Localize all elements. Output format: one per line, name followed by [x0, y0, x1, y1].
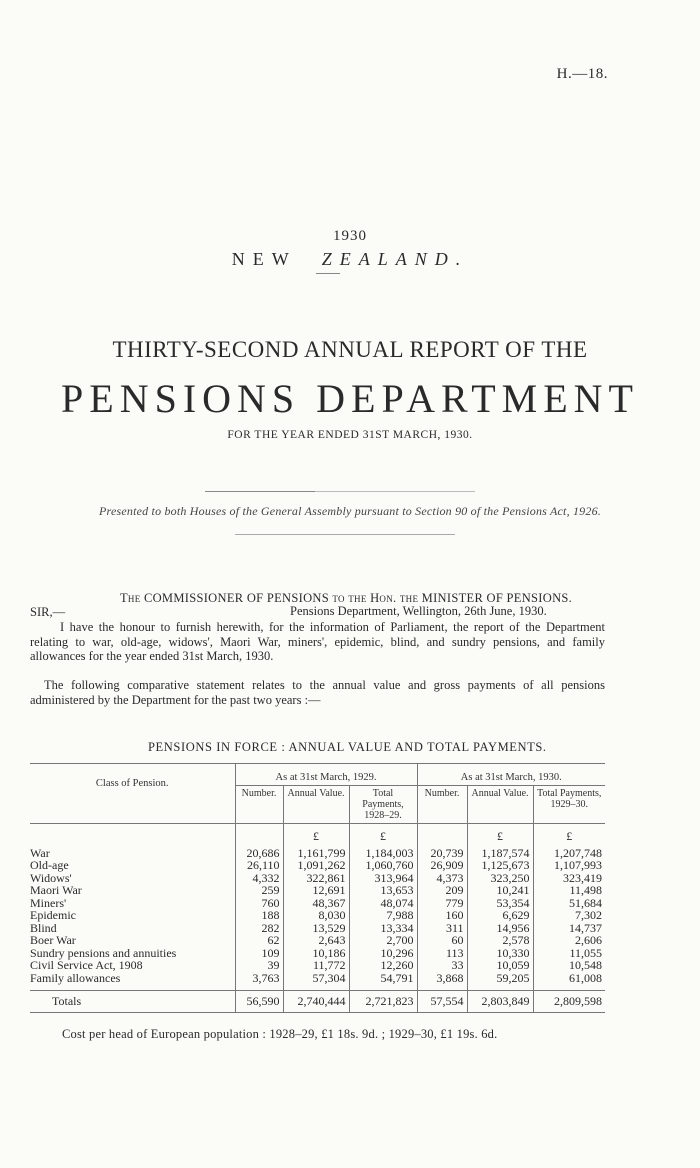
number-1929: 760 — [235, 897, 283, 910]
number-1929: 282 — [235, 922, 283, 935]
pension-class: Civil Service Act, 1908 — [30, 958, 143, 972]
total-payments-1929: 1,060,760 — [349, 859, 417, 872]
col-total-1930: Total Payments, 1929–30. — [533, 786, 605, 824]
totals-row — [30, 991, 605, 1013]
currency-row — [30, 824, 605, 843]
pension-class: Widows' — [30, 870, 72, 885]
col-number-1929: Number. — [235, 786, 283, 824]
letter-paragraph-2: The following comparative statement relates to the annual value and gross payments of all pensions administered by the Department for the past two years :— — [30, 678, 605, 707]
annual-value-1929: 48,367 — [283, 897, 349, 910]
annual-value-1930: 323,250 — [467, 872, 533, 885]
pension-class: Maori War — [30, 883, 82, 897]
annual-value-1929: 57,304 — [283, 972, 349, 991]
annual-value-1929: 2,643 — [283, 934, 349, 947]
number-1930: 20,739 — [417, 843, 467, 860]
totals-annual-1930: 2,803,849 — [467, 991, 533, 1013]
total-payments-1930: 323,419 — [533, 872, 605, 885]
report-title: THIRTY-SECOND ANNUAL REPORT OF THE — [112, 337, 588, 362]
year-ended: FOR THE YEAR ENDED 31ST MARCH, 1930. — [227, 429, 473, 441]
table-row — [30, 843, 605, 860]
report-year: 1930 — [333, 228, 367, 244]
total-payments-1930: 2,606 — [533, 934, 605, 947]
col-total-1929: Total Payments, 1928–29. — [349, 786, 417, 824]
col-number-1930: Number. — [417, 786, 467, 824]
totals-number-1930: 57,554 — [417, 991, 467, 1013]
totals-total-1929: 2,721,823 — [349, 991, 417, 1013]
number-1930: 113 — [417, 947, 467, 960]
total-payments-1930: 14,737 — [533, 922, 605, 935]
divider — [205, 491, 315, 492]
total-payments-1929: 12,260 — [349, 959, 417, 972]
pensions-table — [30, 763, 605, 1013]
annual-value-1929: 322,861 — [283, 872, 349, 885]
number-1930: 209 — [417, 884, 467, 897]
col-annual-1929: Annual Value. — [283, 786, 349, 824]
table-row — [30, 972, 605, 991]
number-1930: 160 — [417, 909, 467, 922]
annual-value-1930: 6,629 — [467, 909, 533, 922]
letter-paragraph-1: I have the honour to furnish herewith, for the information of Parliament, the report of the Department relating to war, old-age, widows', Maori War, miners', epidemic, blind, and sundry pensions, and family allowances for the year ended 31st March, 1930. — [30, 620, 605, 663]
pension-class: Sundry pensions and annuities — [30, 945, 177, 960]
table-row — [30, 909, 605, 922]
country-word-new: NEW — [231, 249, 297, 269]
total-payments-1929: 7,988 — [349, 909, 417, 922]
annual-value-1929: 10,186 — [283, 947, 349, 960]
number-1930: 4,373 — [417, 872, 467, 885]
number-1930: 60 — [417, 934, 467, 947]
salutation: SIR,— — [30, 605, 66, 619]
annual-value-1930: 2,578 — [467, 934, 533, 947]
number-1929: 188 — [235, 909, 283, 922]
currency-symbol: £ — [283, 824, 349, 843]
number-1929: 259 — [235, 884, 283, 897]
total-payments-1930: 10,548 — [533, 959, 605, 972]
addressee-line: The COMMISSIONER OF PENSIONS to the Hon. the MINISTER OF PENSIONS. — [120, 591, 573, 605]
annual-value-1930: 1,125,673 — [467, 859, 533, 872]
group-header-1930: As at 31st March, 1930. — [417, 764, 605, 786]
divider — [316, 273, 340, 274]
annual-value-1930: 1,187,574 — [467, 843, 533, 860]
total-payments-1929: 13,653 — [349, 884, 417, 897]
currency-symbol: £ — [533, 824, 605, 843]
total-payments-1929: 313,964 — [349, 872, 417, 885]
total-payments-1930: 61,008 — [533, 972, 605, 991]
country-heading — [0, 249, 700, 270]
table-row — [30, 859, 605, 872]
number-1930: 26,909 — [417, 859, 467, 872]
country-word-zealand: ZEALAND. — [321, 249, 469, 269]
annual-value-1929: 12,691 — [283, 884, 349, 897]
annual-value-1929: 11,772 — [283, 959, 349, 972]
pension-class: Old-age — [30, 858, 69, 872]
divider — [235, 534, 455, 535]
number-1929: 26,110 — [235, 859, 283, 872]
pension-class: Epidemic — [30, 908, 76, 922]
pension-class: Blind — [30, 920, 57, 935]
cost-per-head: Cost per head of European population : 1928–29, £1 18s. 9d. ; 1929–30, £1 19s. 6d. — [62, 1027, 498, 1041]
annual-value-1930: 10,059 — [467, 959, 533, 972]
group-header-1929: As at 31st March, 1929. — [235, 764, 417, 786]
page-reference: H.—18. — [556, 66, 608, 82]
totals-total-1930: 2,809,598 — [533, 991, 605, 1013]
number-1930: 33 — [417, 959, 467, 972]
number-1930: 779 — [417, 897, 467, 910]
number-1930: 3,868 — [417, 972, 467, 991]
number-1929: 62 — [235, 934, 283, 947]
total-payments-1929: 10,296 — [349, 947, 417, 960]
pension-class: War — [30, 845, 50, 860]
number-1929: 3,763 — [235, 972, 283, 991]
total-payments-1929: 48,074 — [349, 897, 417, 910]
pension-class: Miners' — [30, 895, 67, 910]
pension-class: Boer War — [30, 933, 76, 947]
total-payments-1930: 51,684 — [533, 897, 605, 910]
total-payments-1929: 1,184,003 — [349, 843, 417, 860]
number-1930: 311 — [417, 922, 467, 935]
currency-symbol: £ — [467, 824, 533, 843]
annual-value-1930: 53,354 — [467, 897, 533, 910]
total-payments-1930: 11,498 — [533, 884, 605, 897]
divider — [315, 491, 475, 492]
totals-annual-1929: 2,740,444 — [283, 991, 349, 1013]
totals-number-1929: 56,590 — [235, 991, 283, 1013]
number-1929: 109 — [235, 947, 283, 960]
currency-symbol: £ — [349, 824, 417, 843]
total-payments-1930: 7,302 — [533, 909, 605, 922]
totals-label: Totals — [52, 994, 82, 1008]
table-row — [30, 959, 605, 972]
annual-value-1929: 1,091,262 — [283, 859, 349, 872]
total-payments-1930: 1,207,748 — [533, 843, 605, 860]
number-1929: 4,332 — [235, 872, 283, 885]
table-row — [30, 884, 605, 897]
total-payments-1929: 13,334 — [349, 922, 417, 935]
annual-value-1929: 13,529 — [283, 922, 349, 935]
presented-note: Presented to both Houses of the General Assembly pursuant to Section 90 of the Pensions Act, 1926. — [99, 504, 601, 518]
annual-value-1929: 1,161,799 — [283, 843, 349, 860]
col-annual-1930: Annual Value. — [467, 786, 533, 824]
total-payments-1929: 54,791 — [349, 972, 417, 991]
department-title: PENSIONS DEPARTMENT — [61, 376, 639, 421]
total-payments-1930: 1,107,993 — [533, 859, 605, 872]
annual-value-1930: 10,241 — [467, 884, 533, 897]
annual-value-1929: 8,030 — [283, 909, 349, 922]
number-1929: 39 — [235, 959, 283, 972]
total-payments-1930: 11,055 — [533, 947, 605, 960]
total-payments-1929: 2,700 — [349, 934, 417, 947]
table-title: PENSIONS IN FORCE : ANNUAL VALUE AND TOTAL PAYMENTS. — [148, 740, 547, 754]
annual-value-1930: 10,330 — [467, 947, 533, 960]
pension-class: Family allowances — [30, 970, 121, 985]
number-1929: 20,686 — [235, 843, 283, 860]
annual-value-1930: 59,205 — [467, 972, 533, 991]
annual-value-1930: 14,956 — [467, 922, 533, 935]
class-header: Class of Pension. — [95, 778, 169, 789]
dateline: Pensions Department, Wellington, 26th June, 1930. — [290, 604, 547, 618]
table-row — [30, 934, 605, 947]
